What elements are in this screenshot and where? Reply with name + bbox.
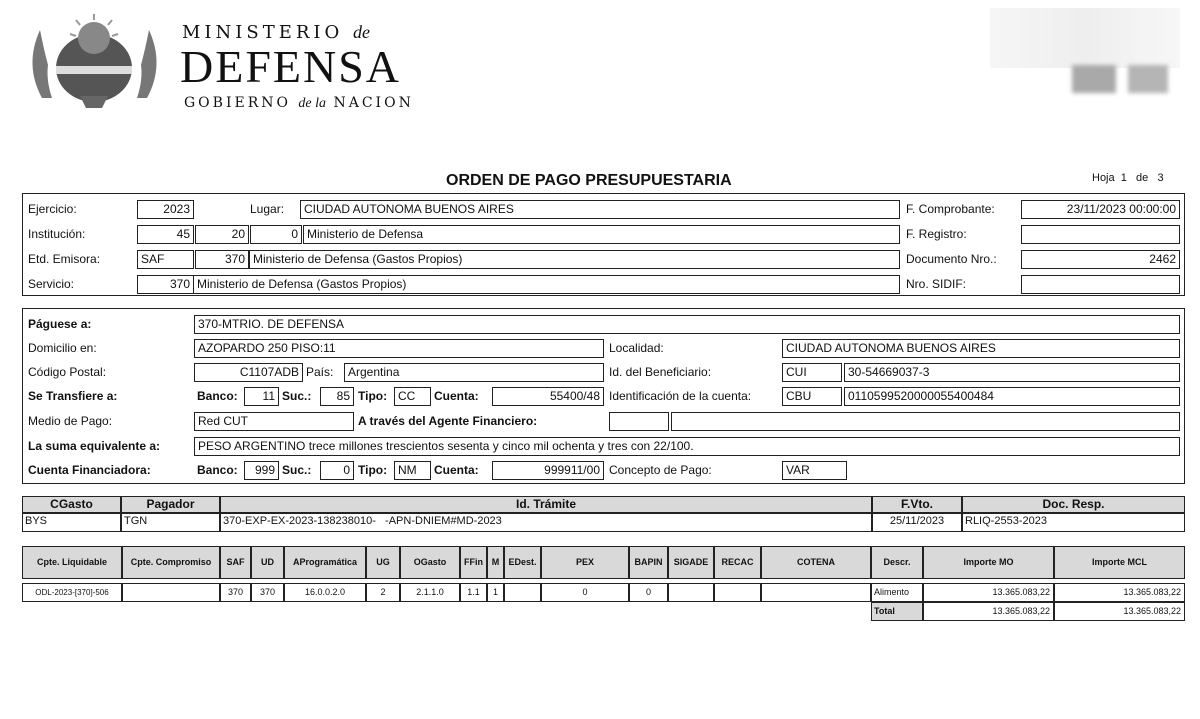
cuenta-financiadora-label: Cuenta Financiadora: bbox=[28, 463, 151, 477]
banco-field: 11 bbox=[244, 387, 279, 406]
cuenta-field: 55400/48 bbox=[492, 387, 604, 406]
td-aprogramatica: 16.0.0.2.0 bbox=[284, 583, 366, 602]
etd-num-field: 370 bbox=[195, 250, 249, 269]
th-saf: SAF bbox=[220, 546, 251, 579]
total-pages: 3 bbox=[1157, 172, 1164, 184]
f-registro-label: F. Registro: bbox=[906, 227, 967, 241]
paguese-label: Páguese a: bbox=[28, 317, 92, 331]
td-sigade bbox=[668, 583, 714, 602]
total-label: Total bbox=[871, 602, 923, 621]
th-ffin: FFin bbox=[460, 546, 487, 579]
codigo-postal-label: Código Postal: bbox=[28, 365, 107, 379]
id-cuenta-field: 0110599520000055400484 bbox=[844, 387, 1180, 406]
cf-tipo-field: NM bbox=[394, 461, 431, 480]
concepto-pago-field: VAR bbox=[782, 461, 847, 480]
th-ogasto: OGasto bbox=[400, 546, 460, 579]
etd-name-field: Ministerio de Defensa (Gastos Propios) bbox=[249, 250, 900, 269]
medio-pago-label: Medio de Pago: bbox=[28, 414, 113, 428]
th-sigade: SIGADE bbox=[668, 546, 714, 579]
redacted-block bbox=[1128, 65, 1168, 93]
redacted-block bbox=[1072, 65, 1116, 93]
th-ud: UD bbox=[251, 546, 284, 579]
concepto-pago-label: Concepto de Pago: bbox=[609, 463, 712, 477]
institucion-code-1: 45 bbox=[137, 225, 194, 244]
codigo-postal-field: C1107ADB bbox=[194, 363, 303, 382]
th-recac: RECAC bbox=[714, 546, 761, 579]
logo-defensa: DEFENSA bbox=[180, 41, 402, 92]
th-pex: PEX bbox=[541, 546, 629, 579]
institucion-code-2: 20 bbox=[195, 225, 249, 244]
servicio-label: Servicio: bbox=[28, 277, 75, 291]
th-cpte-compromiso: Cpte. Compromiso bbox=[122, 546, 220, 579]
document-title: ORDEN DE PAGO PRESUPUESTARIA bbox=[446, 172, 732, 189]
lugar-field: CIUDAD AUTONOMA BUENOS AIRES bbox=[300, 200, 900, 219]
td-ffin: 1.1 bbox=[460, 583, 487, 602]
td-m: 1 bbox=[487, 583, 504, 602]
banco-label: Banco: bbox=[197, 389, 238, 403]
pais-field: Argentina bbox=[344, 363, 604, 382]
hoja-label: Hoja bbox=[1092, 172, 1115, 184]
td-edest bbox=[504, 583, 541, 602]
th-doc-resp: Doc. Resp. bbox=[962, 496, 1185, 513]
th-id-tramite: Id. Trámite bbox=[220, 496, 872, 513]
cf-banco-label: Banco: bbox=[197, 463, 238, 477]
td-descr: Alimento bbox=[871, 583, 923, 602]
suc-label: Suc.: bbox=[282, 389, 312, 403]
f-comprobante-label: F. Comprobante: bbox=[906, 202, 995, 216]
id-beneficiario-label: Id. del Beneficiario: bbox=[609, 365, 712, 379]
ejercicio-label: Ejercicio: bbox=[28, 202, 77, 216]
documento-field: 2462 bbox=[1021, 250, 1180, 269]
td-f-vto: 25/11/2023 bbox=[872, 513, 962, 532]
page-indicator bbox=[1092, 172, 1164, 184]
td-cpte-liquidable: ODL-2023-[370]-506 bbox=[22, 583, 122, 602]
f-comprobante-field: 23/11/2023 00:00:00 bbox=[1021, 200, 1180, 219]
th-m: M bbox=[487, 546, 504, 579]
sidif-field bbox=[1021, 275, 1180, 294]
sidif-label: Nro. SIDIF: bbox=[906, 277, 967, 291]
td-ud: 370 bbox=[251, 583, 284, 602]
td-doc-resp: RLIQ-2553-2023 bbox=[962, 513, 1185, 532]
paguese-field: 370-MTRIO. DE DEFENSA bbox=[194, 315, 1180, 334]
td-cotena bbox=[761, 583, 871, 602]
td-recac bbox=[714, 583, 761, 602]
ministry-logo bbox=[22, 10, 442, 115]
cf-banco-field: 999 bbox=[244, 461, 279, 480]
transfiere-label: Se Transfiere a: bbox=[28, 389, 118, 403]
td-pagador: TGN bbox=[121, 513, 220, 532]
coat-of-arms-icon bbox=[22, 10, 167, 115]
lugar-label: Lugar: bbox=[250, 202, 285, 216]
th-ug: UG bbox=[366, 546, 400, 579]
th-cgasto: CGasto bbox=[22, 496, 121, 513]
th-cotena: COTENA bbox=[761, 546, 871, 579]
td-bapin: 0 bbox=[629, 583, 668, 602]
id-cuenta-tipo: CBU bbox=[782, 387, 842, 406]
logo-de: de bbox=[353, 22, 371, 42]
ejercicio-field: 2023 bbox=[137, 200, 194, 219]
id-cuenta-label: Identificación de la cuenta: bbox=[609, 389, 752, 403]
documento-label: Documento Nro.: bbox=[906, 252, 997, 266]
cf-suc-label: Suc.: bbox=[282, 463, 312, 477]
servicio-num-field: 370 bbox=[137, 275, 194, 294]
logo-gobierno: GOBIERNO bbox=[184, 95, 291, 111]
agente-financiero-field-2 bbox=[671, 412, 1180, 431]
suma-label: La suma equivalente a: bbox=[28, 439, 161, 453]
redacted-mark bbox=[990, 8, 1180, 68]
th-f-vto: F.Vto. bbox=[872, 496, 962, 513]
id-beneficiario-tipo: CUI bbox=[782, 363, 842, 382]
td-ug: 2 bbox=[366, 583, 400, 602]
localidad-label: Localidad: bbox=[609, 341, 664, 355]
tipo-field: CC bbox=[394, 387, 431, 406]
cf-suc-field: 0 bbox=[320, 461, 354, 480]
institucion-label: Institución: bbox=[28, 227, 86, 241]
medio-pago-field: Red CUT bbox=[194, 412, 354, 431]
cf-cuenta-label: Cuenta: bbox=[434, 463, 479, 477]
hoja-number: 1 bbox=[1120, 172, 1127, 184]
etd-emisora-label: Etd. Emisora: bbox=[28, 252, 101, 266]
th-importe-mcl: Importe MCL bbox=[1054, 546, 1185, 579]
etd-code-field: SAF bbox=[137, 250, 194, 269]
th-descr: Descr. bbox=[871, 546, 923, 579]
td-cgasto: BYS bbox=[22, 513, 121, 532]
logo-de-la: de la bbox=[298, 96, 327, 111]
total-importe-mo: 13.365.083,22 bbox=[923, 602, 1054, 621]
agente-financiero-label: A través del Agente Financiero: bbox=[358, 414, 538, 428]
logo-ministerio: MINISTERIO bbox=[182, 22, 344, 43]
th-bapin: BAPIN bbox=[629, 546, 668, 579]
institucion-name: Ministerio de Defensa bbox=[303, 225, 900, 244]
servicio-name-field: Ministerio de Defensa (Gastos Propios) bbox=[193, 275, 900, 294]
th-cpte-liquidable: Cpte. Liquidable bbox=[22, 546, 122, 579]
suc-field: 85 bbox=[320, 387, 354, 406]
td-importe-mo: 13.365.083,22 bbox=[923, 583, 1054, 602]
th-aprogramatica: AProgramática bbox=[284, 546, 366, 579]
td-importe-mcl: 13.365.083,22 bbox=[1054, 583, 1185, 602]
th-edest: EDest. bbox=[504, 546, 541, 579]
pais-label: País: bbox=[306, 365, 334, 379]
td-cpte-compromiso bbox=[122, 583, 220, 602]
td-pex: 0 bbox=[541, 583, 629, 602]
domicilio-field: AZOPARDO 250 PISO:11 bbox=[194, 339, 604, 358]
td-saf: 370 bbox=[220, 583, 251, 602]
td-ogasto: 2.1.1.0 bbox=[400, 583, 460, 602]
th-importe-mo: Importe MO bbox=[923, 546, 1054, 579]
de-label: de bbox=[1136, 172, 1149, 184]
id-beneficiario-field: 30-54669037-3 bbox=[844, 363, 1180, 382]
suma-field: PESO ARGENTINO trece millones trescientos sesenta y cinco mil ochenta y tres con 22/100. bbox=[194, 437, 1180, 456]
institucion-code-3: 0 bbox=[250, 225, 302, 244]
td-id-tramite: 370-EXP-EX-2023-138238010- -APN-DNIEM#MD-2023 bbox=[220, 513, 872, 532]
cf-tipo-label: Tipo: bbox=[358, 463, 388, 477]
f-registro-field bbox=[1021, 225, 1180, 244]
th-pagador: Pagador bbox=[121, 496, 220, 513]
logo-nacion: NACION bbox=[333, 95, 414, 111]
agente-financiero-field-1 bbox=[609, 412, 669, 431]
domicilio-label: Domicilio en: bbox=[28, 341, 97, 355]
localidad-field: CIUDAD AUTONOMA BUENOS AIRES bbox=[782, 339, 1180, 358]
tipo-label: Tipo: bbox=[358, 389, 388, 403]
cuenta-label: Cuenta: bbox=[434, 389, 479, 403]
total-importe-mcl: 13.365.083,22 bbox=[1054, 602, 1185, 621]
cf-cuenta-field: 999911/00 bbox=[492, 461, 604, 480]
